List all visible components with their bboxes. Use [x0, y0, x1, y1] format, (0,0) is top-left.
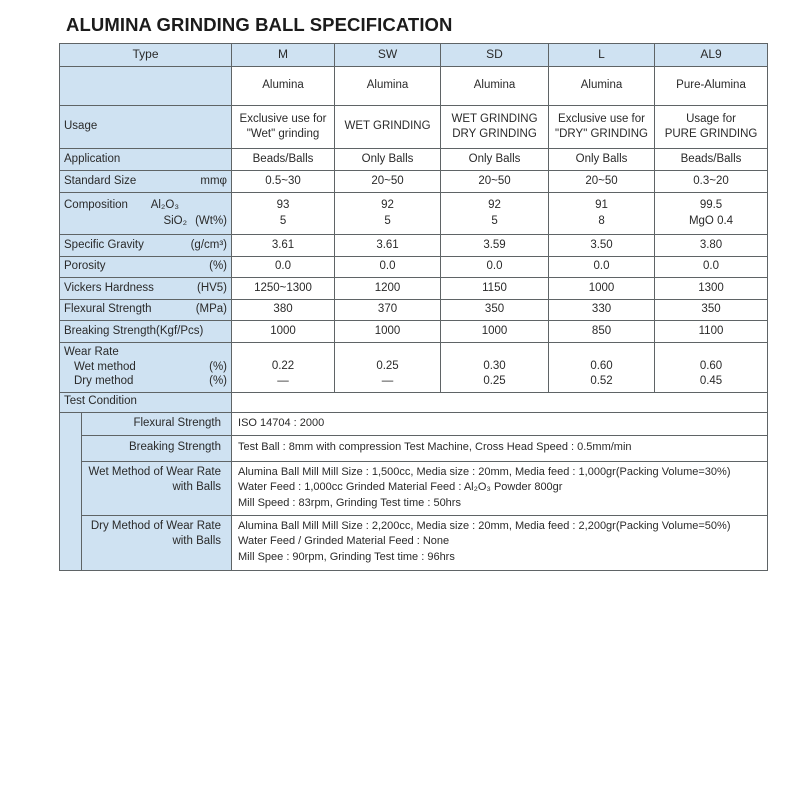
text-line: ISO 14704 : 2000	[238, 416, 325, 429]
text-line: Water Feed / Grinded Material Feed : None	[238, 535, 450, 548]
wear-rate-values	[236, 346, 330, 388]
table-row	[60, 321, 768, 343]
sio2-label: SiO₂	[163, 214, 188, 227]
usage-text	[236, 112, 330, 142]
usage-text	[553, 112, 650, 142]
test-item-value	[232, 412, 768, 435]
property-cell: 1000	[549, 278, 655, 300]
property-label	[60, 235, 232, 257]
usage-cell	[232, 106, 335, 149]
usage-cell	[549, 106, 655, 149]
test-condition-blank	[232, 392, 768, 412]
property-cell: 1100	[655, 321, 768, 343]
property-cell: 0.0	[549, 256, 655, 278]
composition-values	[339, 198, 436, 228]
test-item-lines	[238, 416, 763, 432]
text-line: Mill Spee : 90rpm, Grinding Test time : 96hrs	[238, 551, 455, 564]
al2o3-label: Al₂O₃	[150, 199, 180, 212]
type-m: M	[232, 44, 335, 67]
type-label: Type	[60, 44, 232, 67]
composition-cell	[232, 193, 335, 235]
type-sd: SD	[441, 44, 549, 67]
property-cell: 330	[549, 299, 655, 321]
property-cell: 0.0	[655, 256, 768, 278]
text-line: with Balls	[172, 534, 222, 547]
text-line: Exclusive use for	[239, 112, 327, 125]
text-line: Alumina Ball Mill Mill Size : 1,500cc, Media size : 20mm, Media feed : 1,000gr(Packing Volume=30%)	[238, 465, 731, 478]
test-item-value	[232, 461, 768, 515]
table-row	[60, 106, 768, 149]
property-cell: 3.61	[335, 235, 441, 257]
wear-rate-cell	[232, 342, 335, 392]
property-cell: 3.50	[549, 235, 655, 257]
table-row	[60, 342, 768, 392]
wear-rate-values	[553, 346, 650, 388]
wet-method-unit: (%)	[209, 360, 228, 373]
page-title: ALUMINA GRINDING BALL SPECIFICATION	[66, 14, 453, 35]
table-row	[60, 256, 768, 278]
test-item-label-text	[86, 440, 221, 455]
material-cell: Alumina	[549, 67, 655, 106]
property-cell: 1000	[232, 321, 335, 343]
application-cell: Only Balls	[549, 149, 655, 171]
text-line: 0.30	[483, 360, 506, 373]
text-line: 5	[384, 214, 391, 227]
composition-cell	[335, 193, 441, 235]
test-item-label-text	[86, 416, 221, 431]
composition-cell	[549, 193, 655, 235]
composition-line-2	[64, 214, 227, 229]
table-row	[60, 435, 768, 461]
application-label: Application	[60, 149, 232, 171]
property-cell: 0.0	[232, 256, 335, 278]
property-label	[64, 324, 227, 339]
standard-size-unit: mmφ	[200, 174, 228, 187]
application-cell: Beads/Balls	[232, 149, 335, 171]
test-item-label-text	[86, 519, 221, 549]
text-line: WET GRINDING	[451, 112, 538, 125]
text-line: 0.45	[699, 374, 723, 387]
property-label-unit: (HV5)	[196, 281, 228, 294]
property-cell: 3.61	[232, 235, 335, 257]
composition-values	[445, 198, 544, 228]
test-condition-label: Test Condition	[60, 392, 232, 412]
wet-method-line	[64, 360, 227, 374]
text-line: 0.60	[590, 360, 613, 373]
property-cell: 350	[655, 299, 768, 321]
property-label	[60, 299, 232, 321]
property-label-text: Specific Gravity	[64, 238, 144, 251]
text-line: Alumina Ball Mill Mill Size : 2,200cc, Media size : 20mm, Media feed : 2,200gr(Packing Volume=50%)	[238, 519, 731, 532]
property-cell: 1000	[441, 321, 549, 343]
text-line: Water Feed : 1,000cc Grinded Material Feed : Al₂O₃ Powder 800gr	[238, 481, 563, 494]
text-line: PURE GRINDING	[664, 128, 758, 140]
usage-text	[445, 112, 544, 142]
wear-rate-cell	[335, 342, 441, 392]
text-line: 0.52	[590, 374, 613, 387]
usage-cell	[441, 106, 549, 149]
property-label-text: Flexural Strength	[64, 303, 152, 316]
application-cell: Only Balls	[335, 149, 441, 171]
text-line: —	[381, 374, 394, 387]
property-label-text: Porosity	[64, 260, 106, 273]
composition-values	[553, 198, 650, 228]
application-cell: Only Balls	[441, 149, 549, 171]
standard-size-cell: 20~50	[441, 171, 549, 193]
composition-label	[60, 193, 232, 235]
type-al9: AL9	[655, 44, 768, 67]
property-label-text: Breaking Strength(Kgf/Pcs)	[64, 324, 204, 337]
text-line: Test Ball : 8mm with compression Test Machine, Cross Head Speed : 0.5mm/min	[238, 441, 632, 454]
composition-line-1	[64, 198, 227, 213]
table-row	[60, 193, 768, 235]
table-row	[60, 171, 768, 193]
property-cell: 1150	[441, 278, 549, 300]
text-line: Wet Method of Wear Rate	[88, 465, 222, 478]
text-line: Breaking Strength	[128, 441, 222, 454]
dry-method-label: Dry method	[74, 375, 134, 388]
material-label-cell	[60, 67, 232, 106]
property-cell: 850	[549, 321, 655, 343]
table-row	[60, 278, 768, 300]
wear-rate-cell	[655, 342, 768, 392]
text-line: DRY GRINDING	[452, 128, 537, 140]
property-cell: 3.59	[441, 235, 549, 257]
table-row	[60, 44, 768, 67]
property-cell: 3.80	[655, 235, 768, 257]
property-label-unit: (MPa)	[195, 303, 228, 316]
text-line: 92	[488, 199, 501, 212]
property-label	[64, 238, 227, 253]
test-condition-indent	[60, 412, 82, 570]
type-sw: SW	[335, 44, 441, 67]
property-label-unit: (g/cm³)	[190, 238, 228, 251]
material-cell: Alumina	[232, 67, 335, 106]
test-item-lines	[238, 519, 763, 567]
wear-rate-cell	[441, 342, 549, 392]
text-line: Flexural Strength	[133, 416, 222, 429]
table-row	[60, 461, 768, 515]
composition-values	[659, 198, 763, 228]
text-line: WET GRINDING	[344, 120, 431, 133]
usage-label: Usage	[60, 106, 232, 149]
text-line: Usage for	[686, 112, 736, 125]
wear-rate-values	[445, 346, 544, 388]
standard-size	[64, 174, 227, 189]
text-line: 0.22	[271, 360, 295, 373]
text-line: 5	[279, 214, 287, 227]
text-line: MgO 0.4	[688, 214, 734, 227]
dry-method-unit: (%)	[209, 375, 228, 388]
property-label	[64, 259, 227, 274]
text-line: 0.60	[699, 360, 723, 373]
text-line: 8	[598, 214, 605, 227]
text-line: 99.5	[699, 199, 723, 212]
text-line: 0.25	[376, 360, 399, 373]
material-cell: Pure-Alumina	[655, 67, 768, 106]
text-line: —	[277, 374, 289, 387]
application-cell: Beads/Balls	[655, 149, 768, 171]
property-cell: 1300	[655, 278, 768, 300]
table-row	[60, 515, 768, 570]
standard-size-text: Standard Size	[64, 174, 137, 187]
wear-rate-cell	[549, 342, 655, 392]
property-cell: 0.0	[441, 256, 549, 278]
usage-text	[659, 112, 763, 142]
property-cell: 0.0	[335, 256, 441, 278]
property-label	[60, 278, 232, 300]
test-item-lines	[238, 440, 763, 456]
test-item-label	[82, 461, 232, 515]
composition-text	[64, 198, 227, 228]
composition-cell	[441, 193, 549, 235]
property-label-text: Vickers Hardness	[64, 281, 154, 294]
table-row	[60, 299, 768, 321]
property-cell: 1200	[335, 278, 441, 300]
property-label-unit: (%)	[209, 260, 228, 273]
property-label	[64, 302, 227, 317]
property-label	[60, 256, 232, 278]
spec-table	[59, 43, 768, 571]
wear-rate-label	[60, 342, 232, 392]
standard-size-cell: 20~50	[335, 171, 441, 193]
table-row	[60, 67, 768, 106]
text-line: 93	[276, 199, 290, 212]
test-item-lines	[238, 465, 763, 513]
text-line: "DRY" GRINDING	[555, 128, 648, 140]
wear-rate-title: Wear Rate	[64, 346, 119, 359]
standard-size-cell: 0.5~30	[232, 171, 335, 193]
test-item-label	[82, 412, 232, 435]
text-line: 91	[595, 199, 608, 212]
wear-rate-values	[659, 346, 763, 388]
usage-cell	[655, 106, 768, 149]
text-line: 0.25	[483, 374, 506, 387]
property-cell: 1000	[335, 321, 441, 343]
usage-text	[339, 119, 436, 134]
test-item-value	[232, 515, 768, 570]
test-item-value	[232, 435, 768, 461]
dry-method-line	[64, 374, 227, 388]
material-cell: Alumina	[335, 67, 441, 106]
wet-method-label: Wet method	[74, 360, 136, 373]
type-l: L	[549, 44, 655, 67]
wear-rate-values	[339, 346, 436, 388]
wear-rate-text	[64, 345, 227, 388]
composition-title: Composition	[64, 199, 128, 212]
sio2-unit: (Wt%)	[195, 214, 228, 227]
table-row	[60, 392, 768, 412]
text-line: 92	[381, 199, 394, 212]
test-item-label	[82, 435, 232, 461]
text-line: Mill Speed : 83rpm, Grinding Test time : 50hrs	[238, 497, 461, 510]
composition-values	[236, 198, 330, 228]
text-line: "Wet" grinding	[246, 128, 320, 140]
table-row	[60, 149, 768, 171]
standard-size-label	[60, 171, 232, 193]
text-line: Dry Method of Wear Rate	[90, 519, 222, 532]
test-item-label-text	[86, 465, 221, 495]
text-line: 5	[491, 214, 498, 227]
text-line: with Balls	[172, 480, 222, 493]
property-label	[60, 321, 232, 343]
property-cell: 1250~1300	[232, 278, 335, 300]
property-cell: 380	[232, 299, 335, 321]
standard-size-cell: 0.3~20	[655, 171, 768, 193]
property-cell: 370	[335, 299, 441, 321]
test-item-label	[82, 515, 232, 570]
standard-size-cell: 20~50	[549, 171, 655, 193]
property-label	[64, 281, 227, 296]
text-line: Exclusive use for	[558, 112, 645, 125]
composition-cell	[655, 193, 768, 235]
property-cell: 350	[441, 299, 549, 321]
table-row	[60, 235, 768, 257]
material-cell: Alumina	[441, 67, 549, 106]
usage-cell	[335, 106, 441, 149]
table-row	[60, 412, 768, 435]
